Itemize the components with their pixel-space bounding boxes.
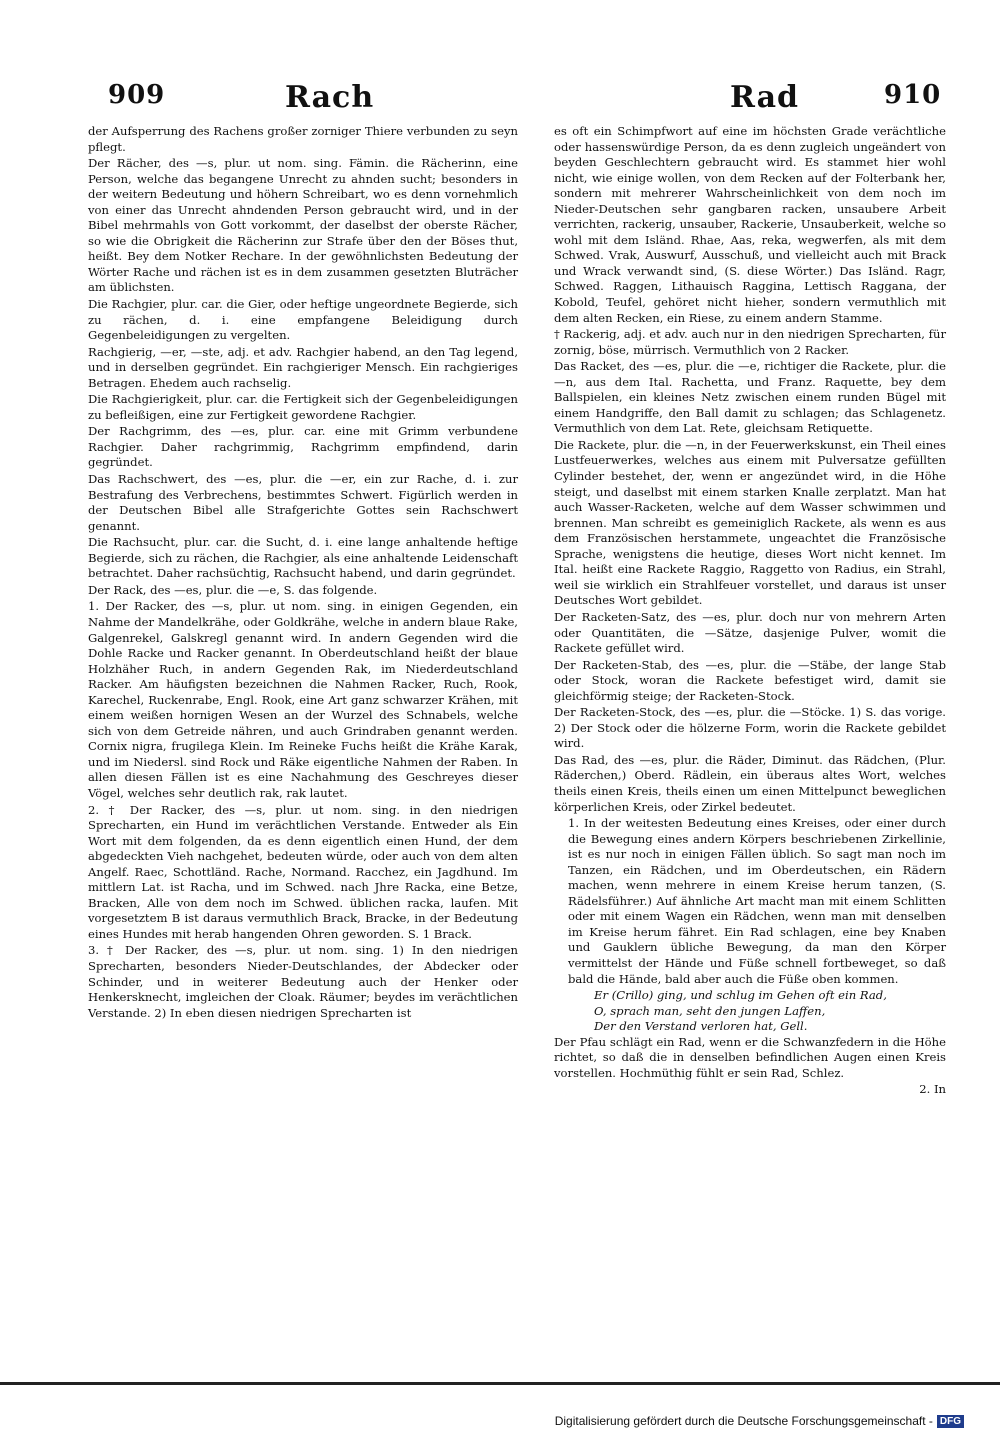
entry-text: Der Rack, des —es, plur. die —e, S. das folgende.: [88, 582, 378, 597]
left-running-head: Rach: [285, 80, 375, 115]
entry-text: Das Rad, des —es, plur. die Räder, Diminut. das Rädchen, (Plur. Räderchen,) Oberd. Rädlein, ein überaus altes Wort, welches theils einen Kreis, theils einen um einen Mittelpunct beweglichen körperlichen Kreis, oder Zirkel bedeutet.: [554, 752, 946, 814]
entry-text: 1. Der Racker, des —s, plur. ut nom. sing. in einigen Gegenden, ein Nahme der Mandelkrähe, oder Goldkrähe, welche in andern blaue Rake, Galgenrekel, Galskregl genannt wird. In andern Gegenden wird die Dohle Racke und Racker genannt. In Oberdeutschland heißt der blaue Holzhäher Ruch, in andern Gegenden Rak, im Niederdeutschland Racker. Am häufigsten bezeichnen die Nahmen Racker, Ruch, Rook, Karechel, Ruckenrabe, Engl. Rook, eine Art ganz schwarzer Krähen, mit einem weißen hornigen Wesen an der Wurzel des Schnabels, welche sich von dem Getreide nähren, und auch Grindraben genannt werden. Cornix nigra, frugilega Klein. Im Reineke Fuchs heißt die Krähe Karak, und im Niedersl. sind Rock und Räke eigentliche Nahmen der Raben. In allen diesen Fällen ist es eine Nachahmung des Geschreyes dieser Vögel, welches sehr deutlich rak, rak lautet.: [88, 599, 518, 800]
entry-text: Der Pfau schlägt ein Rad, wenn er die Schwanzfedern in die Höhe richtet, so daß die in denselben befindlichen Augen einen Kreis vorstellen. Hochmüthig fühlt er sein Rad, Schlez.: [554, 1034, 946, 1080]
entry-text: Der Rachgrimm, des —es, plur. car. eine mit Grimm verbundene Rachgier. Daher rachgrimmig, Rachgrimm empfindend, darin gegründet.: [88, 424, 518, 470]
entry-text: Die Rachgier, plur. car. die Gier, oder heftige ungeordnete Begierde, sich zu rächen, d. i. eine empfangene Beleidigung durch Gegenbeleidigungen zu vergelten.: [88, 297, 518, 343]
funding-footer: [555, 1414, 964, 1428]
entry-text: Das Racket, des —es, plur. die —e, richtiger die Rackete, plur. die —n, aus dem Ital. Rachetta, und Franz. Raquette, bey dem Ballspielen, ein kleines Netz zwischen einem runden Bügel mit einem Handgriffe, den Ball damit zu schlagen; das Schlagenetz. Vermuthlich von dem Lat. Rete, gleichsam Retiquette.: [554, 359, 946, 436]
left-page-number: 909: [108, 80, 166, 110]
verse-line: Er (Crillo) ging, und schlug im Gehen oft ein Rad,: [594, 988, 887, 1003]
entry-text: Der Rächer, des —s, plur. ut nom. sing. Fämin. die Rächerinn, eine Person, welche das begangene Unrecht zu ahnden sucht; besonders in der weitern Bedeutung und höhern Schreibart, wo es denn vornehmlich von einer das Unrecht ahndenden Person gebraucht wird, und in der Bibel mehrmahls von Gott vorkommt, der daselbst der oberste Rächer, so wie die Obrigkeit die Rächerinn zur Strafe über den der Böses thut, heißt. Bey dem Notker Rechare. In der gewöhnlichsten Bedeutung der Wörter Rache und rächen ist es in dem zusammen gesetzten Bluträcher am üblichsten.: [88, 156, 518, 295]
entry-text: Der Racketen-Stock, des —es, plur. die —Stöcke. 1) S. das vorige. 2) Der Stock oder die hölzerne Form, worin die Rackete gebildet wird.: [554, 705, 946, 751]
right-running-head: Rad: [730, 80, 800, 115]
entry-text: † Rackerig, adj. et adv. auch nur in den niedrigen Sprecharten, für zornig, böse, mürrisch. Vermuthlich von 2 Racker.: [554, 327, 946, 357]
entry-text: Die Rachgierigkeit, plur. car. die Fertigkeit sich der Gegenbeleidigungen zu befleißigen, eine zur Fertigkeit gewordene Rachgier.: [88, 392, 518, 422]
entry-text: Rachgierig, —er, —ste, adj. et adv. Rachgier habend, an den Tag legend, und in derselben gegründet. Ein rachgieriger Mensch. Ein rachgieriges Betragen. Ehedem auch rachselig.: [88, 344, 518, 390]
catchword: 2. In: [919, 1082, 946, 1097]
left-column: [88, 124, 518, 1022]
entry-text: Das Rachschwert, des —es, plur. die —er, ein zur Rache, d. i. zur Bestrafung des Verbrechens, bestimmtes Schwert. Figürlich werden in der Deutschen Bibel alle Strafgerichte Gottes sein Rachschwert genannt.: [88, 472, 518, 533]
entry-text: Der Racketen-Stab, des —es, plur. die —Stäbe, der lange Stab oder Stock, woran die Rackete befestiget wird, damit sie gleichförmig steige; der Racketen-Stock.: [554, 657, 946, 703]
entry-text: Die Rachsucht, plur. car. die Sucht, d. i. eine lange anhaltende heftige Begierde, sich zu rächen, die Rachgier, als eine anhaltende Leidenschaft betrachtet. Daher rachsüchtig, Rachsucht habend, und darin gegründet.: [88, 535, 518, 581]
entry-text: der Aufsperrung des Rachens großer zorniger Thiere verbunden zu seyn pflegt.: [88, 124, 518, 154]
entry-text: es oft ein Schimpfwort auf eine im höchsten Grade verächtliche oder hassenswürdige Person, da es denn zugleich ungeändert von beyden Geschlechtern gebraucht wird. Es stammet hier wohl nicht, wie einige wollen, von dem Recken auf der Folterbank her, sondern mit mehrerer Wahrscheinlichkeit von dem noch im Nieder-Deutschen sehr gangbaren racken, unsaubere Arbeit verrichten, rackerig, unsauber, Rackerie, Unsauberkeit, welche so wohl mit dem Isländ. Rhae, Aas, reka, wegwerfen, als mit dem Schwed. Vrak, Auswurf, Ausschuß, und vielleicht auch mit Brack und Wrack verwandt sind, (S. diese Wörter.) Das Isländ. Ragr, Schwed. Raggen, Lithauisch Raggina, Lettisch Raggana, der Kobold, Teufel, gehöret nicht hieher, sondern vermuthlich mit dem alten Recken, ein Riese, zu einem andern Stamme.: [554, 124, 946, 325]
entry-text: 3. † Der Racker, des —s, plur. ut nom. sing. 1) In den niedrigen Sprecharten, besonders Nieder-Deutschlandes, der Abdecker oder Schinder, und in weiterer Bedeutung auch der Henker oder Henkersknecht, imgleichen der Cloak. Räumer; beydes im verächtlichen Verstande. 2) In eben diesen niedrigen Sprecharten ist: [88, 943, 518, 1020]
entry-text: 1. In der weitesten Bedeutung eines Kreises, oder einer durch die Bewegung eines andern Körpers beschriebenen Zirkellinie, ist es nur noch in einigen Fällen üblich. So sagt man noch im Tanzen, ein Rädchen, und im Oberdeutschen, ein Rädern machen, wenn mehrere in einem Kreise herum tanzen, (S. Rädelsführer.) Auf ähnliche Art macht man mit einem Schlitten oder mit einem Wagen ein Rädchen, wenn man mit denselben im Kreise herum fähret. Ein Rad schlagen, eine bey Knaben und Gauklern übliche Bewegung, da man den Körper vermittelst der Hände und Füße schnell fortbeweget, so daß bald die Hände, bald aber auch die Füße oben kommen.: [568, 816, 946, 986]
bottom-rule: [0, 1382, 1000, 1385]
entry-text: Der Racketen-Satz, des —es, plur. doch nur von mehrern Arten oder Quantitäten, die —Sätze, dasjenige Pulver, womit die Rackete gefüllet wird.: [554, 609, 946, 656]
verse-line: O, sprach man, seht den jungen Laffen,: [594, 1003, 826, 1018]
entry-text: Die Rackete, plur. die —n, in der Feuerwerkskunst, ein Theil eines Lustfeuerwerkes, welches aus einem mit Pulversatze gefüllten Cylinder bestehet, der, wenn er angezündet wird, in die Höhe steigt, und daselbst mit einem starken Knalle zerplatzt. Man hat auch Wasser-Racketen, welche auf dem Wasser schwimmen und brennen. Man schreibt es gemeiniglich Rackete, als wenn es aus dem Französischen herstammete, ungeachtet die Französische Sprache, wenigstens die heutige, dieses Wort nicht kennet. Im Ital. heißt eine Rackete Raggio, Raggetto von Radius, ein Strahl, weil sie wirklich ein Strahlfeuer vorstellet, und daraus ist unser Deutsches Wort gebildet.: [554, 437, 946, 608]
dfg-logo-icon: DFG: [937, 1415, 964, 1428]
right-page-number: 910: [884, 80, 942, 110]
footer-text: Digitalisierung gefördert durch die Deutsche Forschungsgemeinschaft -: [554, 1414, 933, 1428]
right-column: [554, 124, 946, 1098]
entry-text: 2. † Der Racker, des —s, plur. ut nom. sing. in den niedrigen Sprecharten, ein Hund im verächtlichen Verstande. Entweder als Ein Wort mit dem folgenden, da es denn eigentlich einen Hund, der dem abgedeckten Vieh nachgehet, bedeuten würde, oder auch von dem alten Angelf. Raec, Schottländ. Rache, Normand. Racchez, ein Jagdhund. Im mittlern Lat. ist Racha, und im Schwed. nach Jhre Racka, eine Betze, Bracken, Alle von dem noch im Schwed. üblichen racka, laufen. Mit vorgesetztem B ist daraus vermuthlich Brack, Bracke, in der Bedeutung eines Hundes mit herab hangenden Ohren geworden. S. 1 Brack.: [88, 802, 518, 941]
verse-line: Der den Verstand verloren hat, Gell.: [594, 1019, 808, 1034]
